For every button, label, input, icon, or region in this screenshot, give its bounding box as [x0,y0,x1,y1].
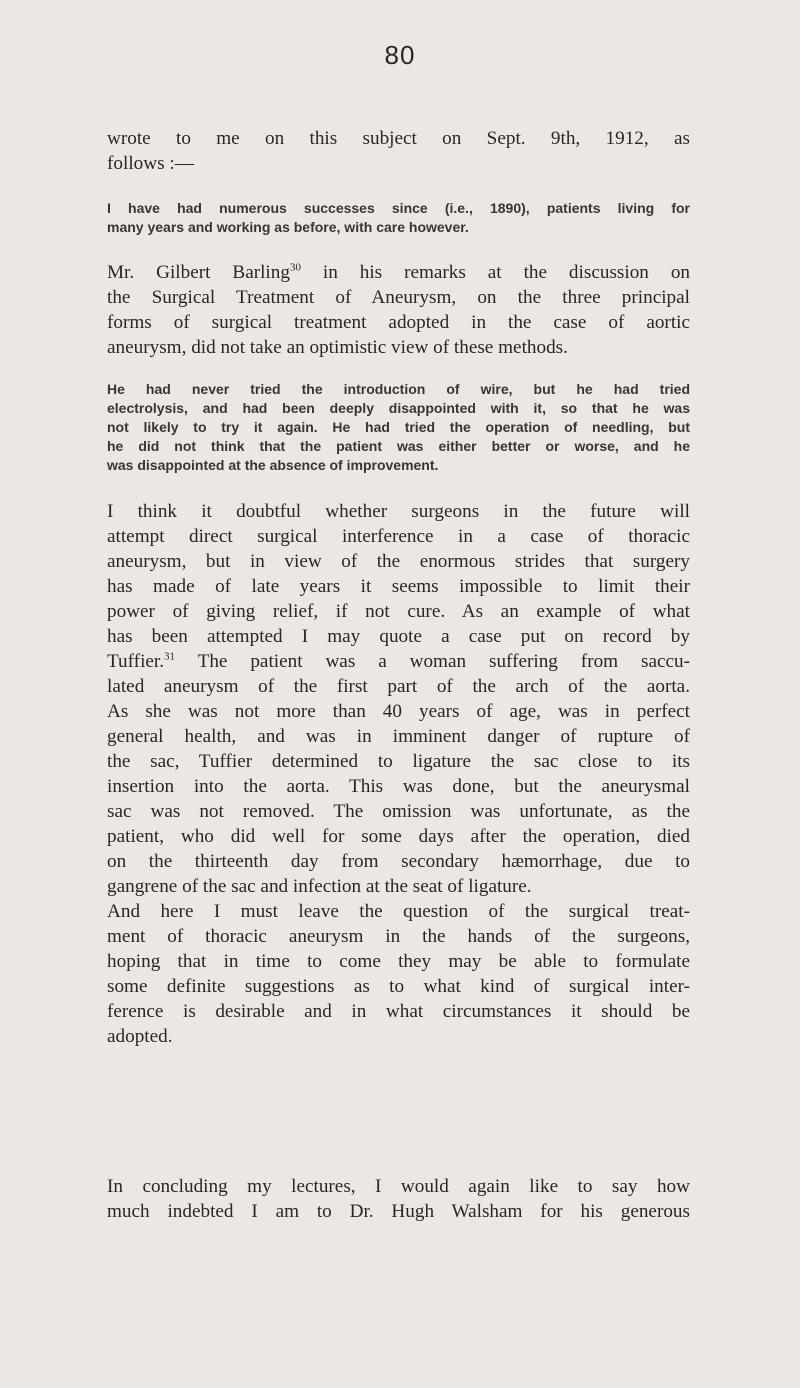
paragraph-tuffier [107,499,690,1049]
paragraph-barling [107,260,690,360]
quote-line: electrolysis, and had been deeply disappointed with it, so that he was [107,400,690,416]
quote-line: I have had numerous successes since (i.e., 1890), patients living for [107,200,690,216]
text-line: As she was not more than 40 years of age, was in perfect [107,701,690,722]
quote-line: many years and working as before, with care however. [107,219,469,235]
text-line: has been attempted I may quote a case put on record by [107,626,690,647]
text-line: ment of thoracic aneurysm in the hands of the surgeons, [107,926,690,947]
text-line: power of giving relief, if not cure. As an example of what [107,601,690,622]
text-line: insertion into the aorta. This was done, but the aneurysmal [107,776,690,797]
text-line: aneurysm, but in view of the enormous strides that surgery [107,551,690,572]
text-segment: Tuffier. [107,651,165,672]
text-line: adopted. [107,1026,173,1047]
text-line [107,649,690,674]
page-number: 80 [384,40,416,70]
text-line: patient, who did well for some days after the operation, died [107,826,690,847]
text-line: And here I must leave the question of the surgical treat- [107,901,690,922]
block-quote-wire [107,380,690,475]
text-line: wrote to me on this subject on Sept. 9th, 1912, as [107,128,690,149]
text-line: attempt direct surgical interference in a case of thoracic [107,526,690,547]
text-segment: in his remarks at the discussion on [322,262,691,283]
text-line: general health, and was in imminent danger of rupture of [107,726,690,747]
text-line: gangrene of the sac and infection at the seat of ligature. [107,876,532,897]
quote-line: was disappointed at the absence of improvement. [107,457,439,473]
paragraph-concluding [107,1174,690,1224]
quote-line: he did not think that the patient was either better or worse, and he [107,438,690,454]
text-line: the sac, Tuffier determined to ligature the sac close to its [107,751,690,772]
text-line: lated aneurysm of the first part of the arch of the aorta. [107,676,690,697]
quote-line: He had never tried the introduction of wire, but he had tried [107,381,690,397]
text-line: In concluding my lectures, I would again like to say how [107,1176,690,1197]
text-line: forms of surgical treatment adopted in the case of aortic [107,312,690,333]
text-line [107,260,690,285]
text-line: aneurysm, did not take an optimistic view of these methods. [107,337,568,358]
text-line: has made of late years it seems impossible to limit their [107,576,690,597]
text-line: the Surgical Treatment of Aneurysm, on the three principal [107,287,690,308]
text-line: on the thirteenth day from secondary hæmorrhage, due to [107,851,690,872]
paragraph-intro [107,126,690,176]
text-line: I think it doubtful whether surgeons in the future will [107,501,690,522]
text-line: ference is desirable and in what circumstances it should be [107,1001,690,1022]
text-line: hoping that in time to come they may be able to formulate [107,951,690,972]
quote-line: not likely to try it again. He had tried the operation of needling, but [107,419,690,435]
text-segment: Mr. Gilbert Barling [107,262,290,283]
block-quote-successes [107,199,690,237]
text-segment: The patient was a woman suffering from saccu- [197,651,690,672]
text-line: much indebted I am to Dr. Hugh Walsham for his generous [107,1201,690,1222]
text-line: sac was not removed. The omission was unfortunate, as the [107,801,690,822]
footnote-ref: 30 [289,261,301,274]
text-line: follows :— [107,153,194,174]
footnote-ref: 31 [164,650,176,663]
text-line: some definite suggestions as to what kind of surgical inter- [107,976,690,997]
